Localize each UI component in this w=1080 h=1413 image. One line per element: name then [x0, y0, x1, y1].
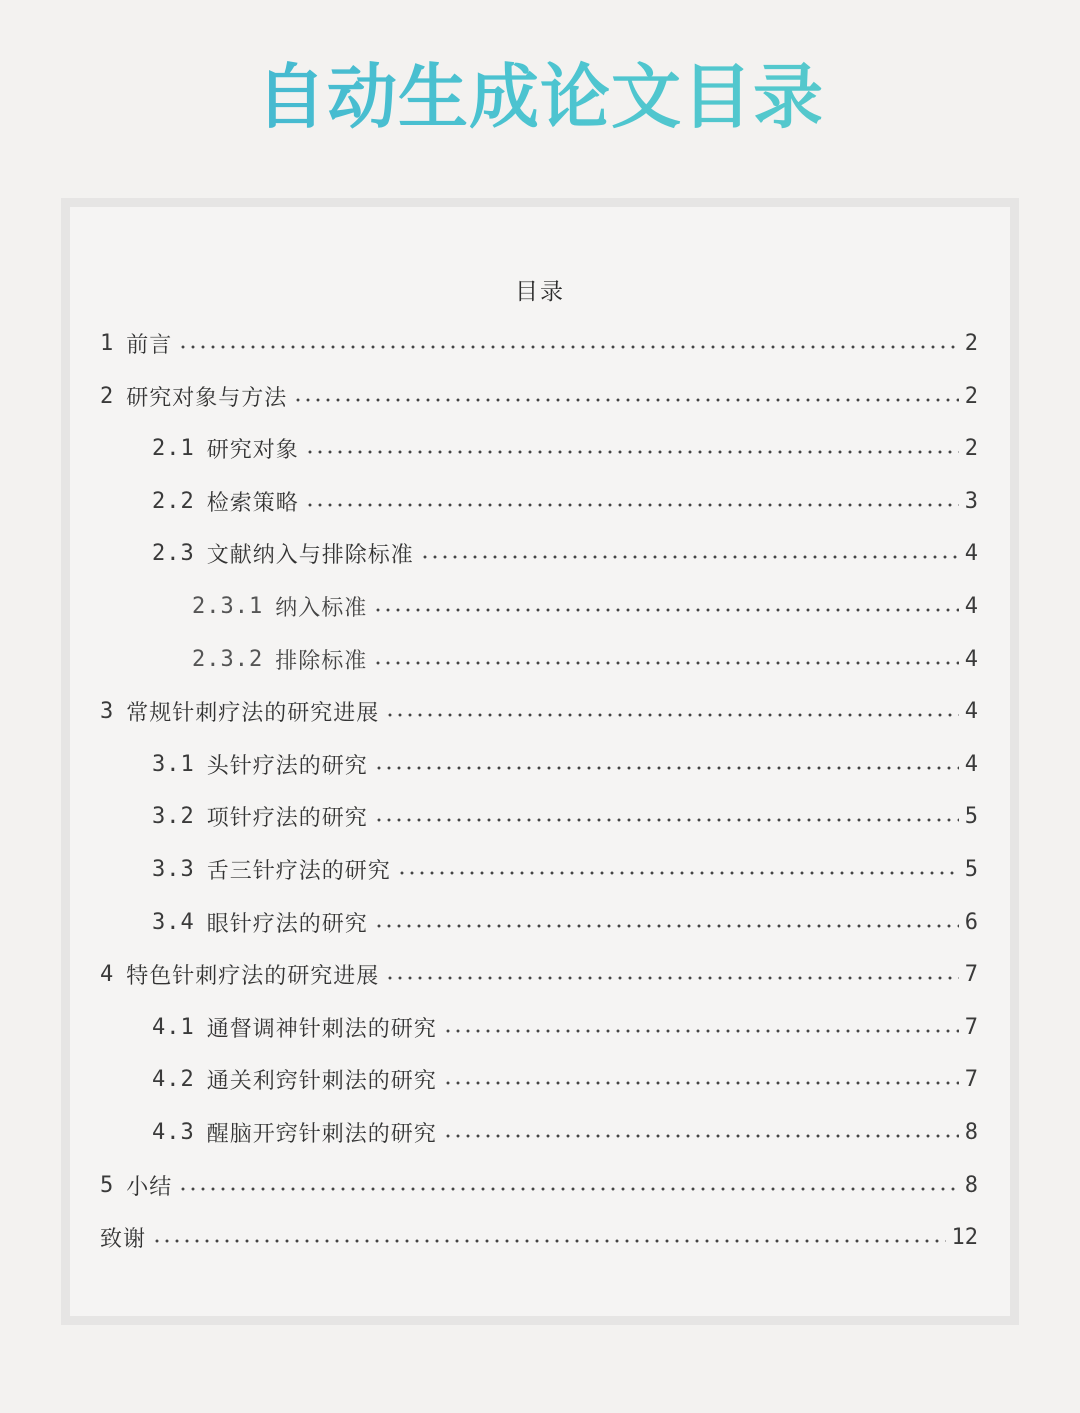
toc-heading: 目录 [515, 279, 565, 305]
toc-entry-page: 4 [964, 540, 978, 566]
toc-entry[interactable] [152, 852, 978, 886]
toc-dot-leader [374, 923, 959, 929]
toc-entry-title: 研究对象 [206, 437, 299, 463]
toc-entry-page: 7 [964, 1014, 978, 1040]
toc-entry-title: 研究对象与方法 [126, 385, 288, 411]
toc-entry-title: 醒脑开窍针刺法的研究 [206, 1121, 437, 1147]
toc-entry-number: 3.3 [152, 856, 195, 882]
toc-entry-title: 检索策略 [206, 490, 299, 516]
toc-dot-leader [385, 975, 958, 981]
toc-entry-title: 常规针刺疗法的研究进展 [126, 700, 380, 726]
toc-entry[interactable] [152, 1062, 978, 1096]
toc-dot-leader [443, 1133, 959, 1139]
toc-entry[interactable] [100, 379, 978, 413]
toc-entry-page: 5 [964, 856, 978, 882]
toc-dot-leader [397, 870, 959, 876]
toc-entry-number: 3.1 [152, 751, 195, 777]
toc-entry-page: 2 [964, 330, 978, 356]
toc-entry-title: 纳入标准 [275, 595, 368, 621]
toc-entry[interactable] [192, 642, 978, 676]
toc-entry[interactable] [152, 905, 978, 939]
toc-entry[interactable] [152, 431, 978, 465]
toc-entry-page: 4 [964, 698, 978, 724]
page-headline: 自动生成论文目录 [0, 52, 1080, 142]
toc-dot-leader [293, 397, 958, 403]
toc-entry-number: 2.3 [152, 540, 195, 566]
toc-entry-number: 4.3 [152, 1119, 195, 1145]
toc-entry[interactable] [152, 484, 978, 518]
toc-entry-page: 12 [951, 1224, 978, 1250]
toc-dot-leader [178, 1186, 958, 1192]
document-page [70, 207, 1010, 1316]
toc-entry-title: 项针疗法的研究 [206, 805, 368, 831]
toc-entry-number: 2 [100, 383, 115, 409]
toc-dot-leader [374, 817, 959, 823]
toc-entry[interactable] [152, 1010, 978, 1044]
toc-entry[interactable] [152, 536, 978, 570]
document-frame [61, 198, 1019, 1325]
toc-dot-leader [443, 1028, 959, 1034]
toc-dot-leader [178, 344, 958, 350]
toc-entry-title: 前言 [126, 332, 173, 358]
toc-entry-number: 2.3.1 [192, 593, 264, 619]
toc-entry-number: 3.4 [152, 909, 195, 935]
toc-dot-leader [152, 1238, 945, 1244]
toc-entry-number: 4.1 [152, 1014, 195, 1040]
toc-entry-title: 排除标准 [275, 648, 368, 674]
toc-dot-leader [373, 607, 959, 613]
toc-entry-page: 7 [964, 1066, 978, 1092]
toc-dot-leader [373, 660, 959, 666]
toc-entry-page: 8 [964, 1119, 978, 1145]
toc-entry[interactable] [152, 799, 978, 833]
toc-entry-title: 通关利窍针刺法的研究 [206, 1068, 437, 1094]
toc-entry-page: 6 [964, 909, 978, 935]
toc-entry-title: 通督调神针刺法的研究 [206, 1016, 437, 1042]
toc-entry-number: 2.1 [152, 435, 195, 461]
toc-entry-number: 3 [100, 698, 115, 724]
toc-entry[interactable] [152, 1115, 978, 1149]
toc-entry-page: 4 [964, 751, 978, 777]
toc-entry-title: 眼针疗法的研究 [206, 911, 368, 937]
toc-entry-page: 8 [964, 1172, 978, 1198]
toc-entry[interactable] [152, 747, 978, 781]
toc-entry-number: 2.2 [152, 488, 195, 514]
toc-entry-page: 2 [964, 435, 978, 461]
toc-dot-leader [305, 449, 959, 455]
toc-entry-title: 致谢 [100, 1226, 147, 1252]
toc-entry-page: 4 [964, 646, 978, 672]
toc-entry-title: 舌三针疗法的研究 [206, 858, 391, 884]
toc-entry-page: 5 [964, 803, 978, 829]
toc-entry-number: 4.2 [152, 1066, 195, 1092]
toc-entry[interactable] [100, 1168, 978, 1202]
toc-entry[interactable] [100, 1220, 978, 1254]
toc-entry[interactable] [192, 589, 978, 623]
toc-entry-title: 头针疗法的研究 [206, 753, 368, 779]
toc-dot-leader [374, 765, 959, 771]
toc-dot-leader [420, 554, 959, 560]
toc-entry[interactable] [100, 326, 978, 360]
toc-entry-number: 2.3.2 [192, 646, 264, 672]
toc-entry-number: 4 [100, 961, 115, 987]
toc-dot-leader [385, 712, 958, 718]
toc-entry-page: 3 [964, 488, 978, 514]
toc-entry-page: 4 [964, 593, 978, 619]
toc-entry-page: 7 [964, 961, 978, 987]
toc-entry-title: 特色针刺疗法的研究进展 [126, 963, 380, 989]
toc-entry[interactable] [100, 694, 978, 728]
toc-dot-leader [443, 1080, 959, 1086]
toc-entry-title: 小结 [126, 1174, 173, 1200]
toc-entry-number: 5 [100, 1172, 115, 1198]
toc-entry[interactable] [100, 957, 978, 991]
toc-list [70, 207, 1010, 1316]
toc-entry-number: 3.2 [152, 803, 195, 829]
toc-entry-number: 1 [100, 330, 115, 356]
toc-entry-page: 2 [964, 383, 978, 409]
toc-dot-leader [305, 502, 959, 508]
toc-entry-title: 文献纳入与排除标准 [206, 542, 414, 568]
